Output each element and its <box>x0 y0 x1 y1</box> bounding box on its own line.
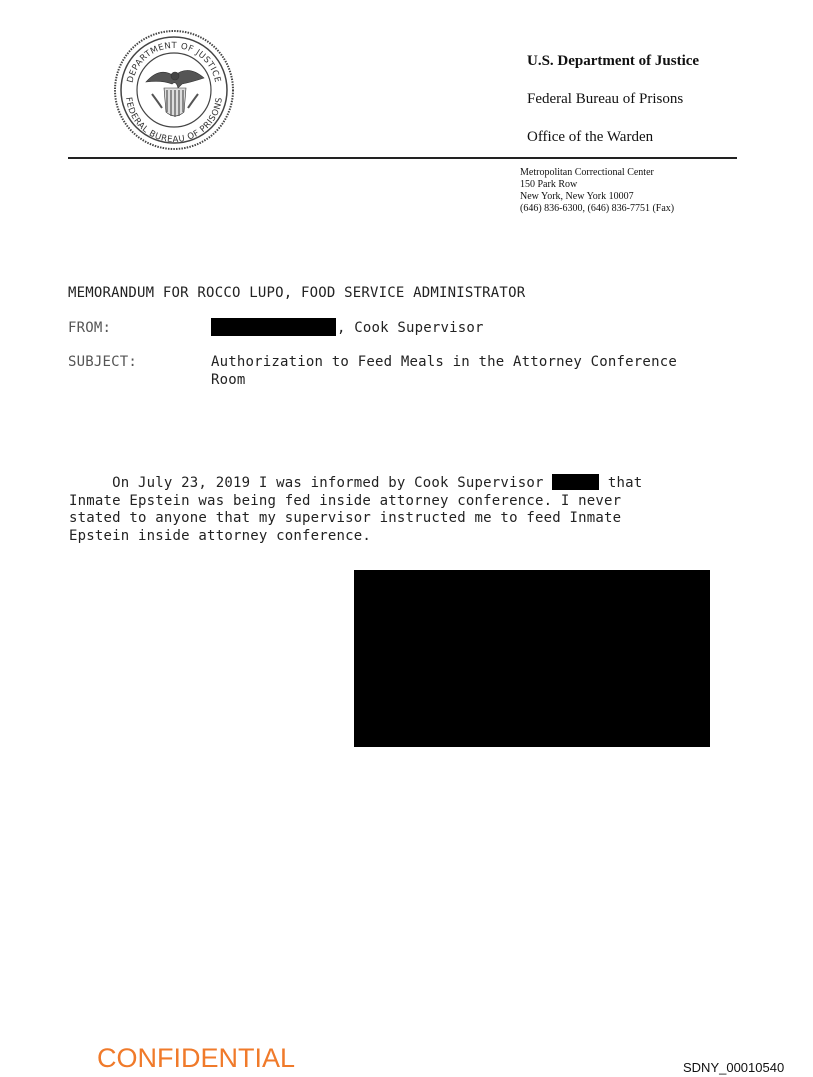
supervisor-name-redaction <box>552 474 599 490</box>
bates-number: SDNY_00010540 <box>683 1060 785 1075</box>
body-line-1-start: On July 23, 2019 I was informed by Cook Supervisor <box>69 475 553 491</box>
subject-line-1: Authorization to Feed Meals in the Attorney Conference <box>211 354 677 370</box>
address-phone: (646) 836-6300, (646) 836-7751 (Fax) <box>520 203 675 214</box>
office-name: Office of the Warden <box>527 129 654 145</box>
memo-recipient-line: MEMORANDUM FOR ROCCO LUPO, FOOD SERVICE ADMINISTRATOR <box>68 285 526 301</box>
agency-name: U.S. Department of Justice <box>527 53 700 69</box>
subject-line-2: Room <box>211 372 246 388</box>
address-street: 150 Park Row <box>520 179 578 190</box>
seal-outer-text: DEPARTMENT OF JUSTICE <box>125 40 223 84</box>
memo-body <box>69 474 642 545</box>
doj-seal <box>112 28 236 152</box>
signature-redaction <box>354 570 710 747</box>
body-line-3: stated to anyone that my supervisor instructed me to feed Inmate <box>69 510 622 526</box>
body-line-2: Inmate Epstein was being fed inside attorney conference. I never <box>69 492 622 509</box>
seal-inner-text: FEDERAL BUREAU OF PRISONS <box>123 96 225 146</box>
confidential-stamp: CONFIDENTIAL <box>97 1043 296 1073</box>
address-facility: Metropolitan Correctional Center <box>520 167 654 178</box>
from-label: FROM: <box>68 320 112 336</box>
body-line-4: Epstein inside attorney conference. <box>69 527 372 544</box>
address-block <box>520 167 674 215</box>
from-name-redaction <box>211 318 336 336</box>
body-line-1-end: that <box>599 475 643 491</box>
subject-label: SUBJECT: <box>68 354 138 370</box>
seal-graphic <box>112 28 236 152</box>
address-city: New York, New York 10007 <box>520 191 634 202</box>
from-title: , Cook Supervisor <box>337 320 484 336</box>
bureau-name: Federal Bureau of Prisons <box>527 91 684 107</box>
letterhead-divider <box>68 157 737 159</box>
